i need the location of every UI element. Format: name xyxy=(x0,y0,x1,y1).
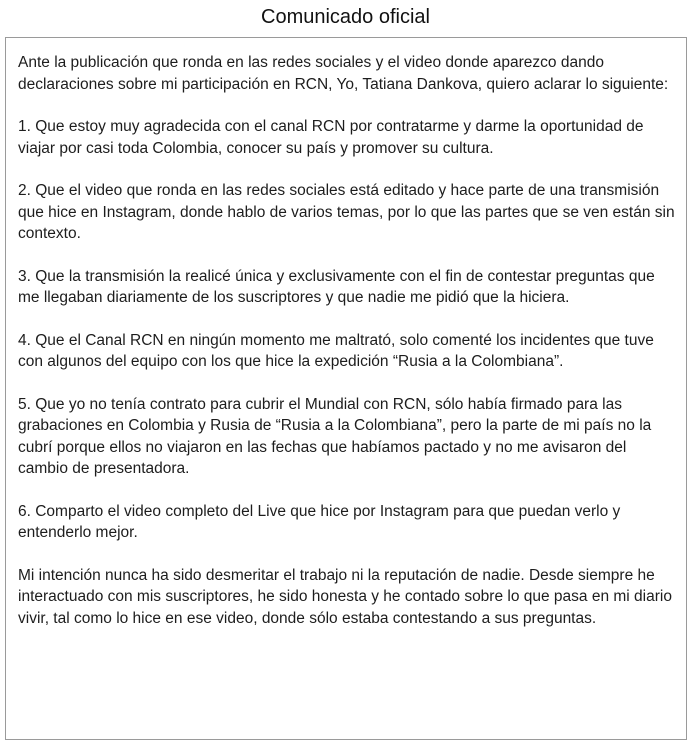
point-3-paragraph: 3. Que la transmisión la realicé única y exclusivamente con el fin de contestar preguntas que me llegaban diariamente de los suscriptores y que nadie me pidió que la hiciera. xyxy=(18,267,655,306)
closing-paragraph: Mi intención nunca ha sido desmeritar el trabajo ni la reputación de nadie. Desde siempre he interactuado con mis suscriptores, he sido honesta y he contado sobre lo que pasa en mi diario vivir, tal como lo hice en ese video, donde sólo estaba contestando a sus preguntas. xyxy=(18,566,672,627)
point-5-paragraph: 5. Que yo no tenía contrato para cubrir el Mundial con RCN, sólo había firmado para las grabaciones en Colombia y Rusia de “Rusia a la Colombiana”, pero la parte de mi país no la cubrí porque ellos no viajaron en las fechas que habíamos pactado y no me avisaron del cambio de presentadora. xyxy=(18,395,652,477)
statement-body xyxy=(5,37,687,740)
point-6-paragraph: 6. Comparto el video completo del Live que hice por Instagram para que puedan verlo y entenderlo mejor. xyxy=(18,502,621,541)
point-1-paragraph: 1. Que estoy muy agradecida con el canal RCN por contratarme y darme la oportunidad de viajar por casi toda Colombia, conocer su país y promover su cultura. xyxy=(18,118,644,157)
point-4-paragraph: 4. Que el Canal RCN en ningún momento me maltrató, solo comenté los incidentes que tuve con algunos del equipo con los que hice la expedición “Rusia a la Colombiana”. xyxy=(18,331,654,370)
page-title: Comunicado oficial xyxy=(261,6,430,28)
intro-paragraph: Ante la publicación que ronda en las redes sociales y el video donde aparezco dando declaraciones sobre mi participación en RCN, Yo, Tatiana Dankova, quiero aclarar lo siguiente: xyxy=(18,54,669,93)
point-2-paragraph: 2. Que el video que ronda en las redes sociales está editado y hace parte de una transmisión que hice en Instagram, donde hablo de varios temas, por lo que las partes que se ven están sin contexto. xyxy=(18,182,675,242)
